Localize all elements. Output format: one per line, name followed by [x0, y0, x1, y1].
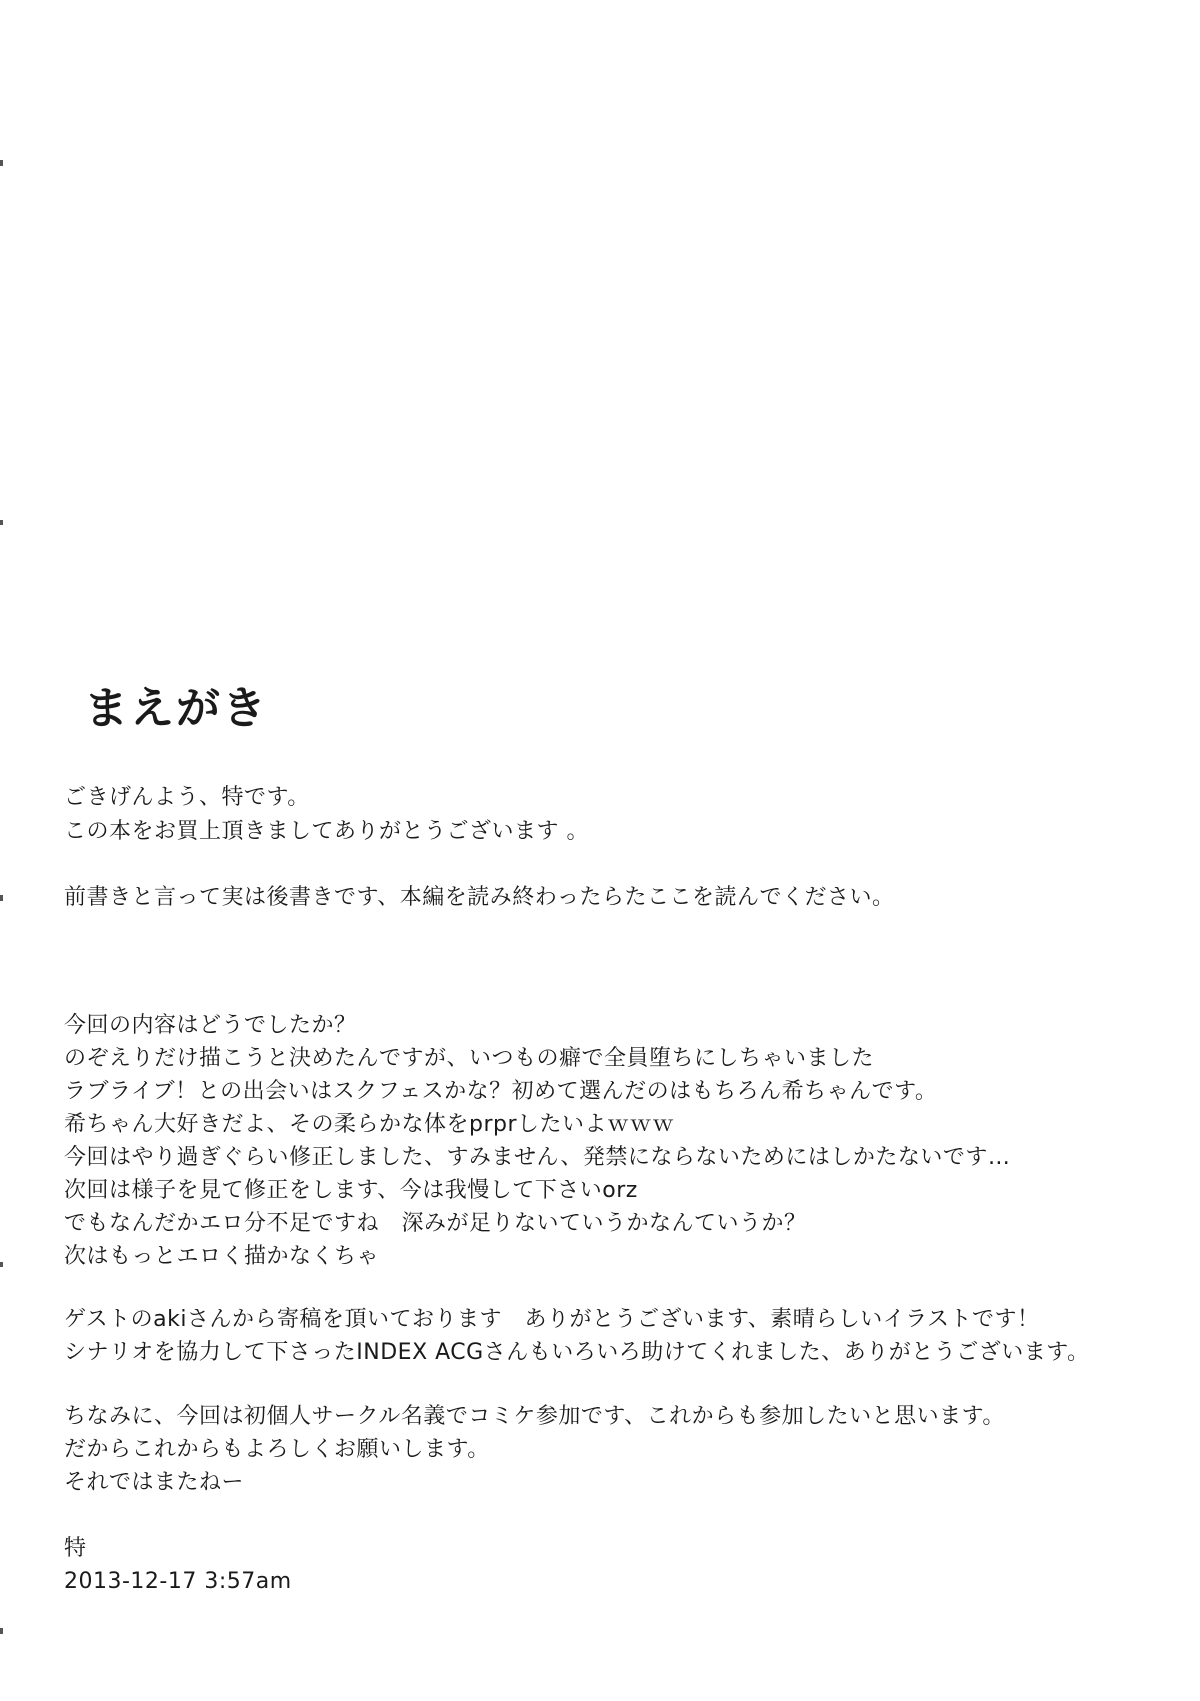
text-line: 次回は様子を見て修正をします、今は我慢して下さいorz — [64, 1178, 638, 1203]
text-line: のぞえりだけ描こうと決めたんですが、いつもの癖で全員堕ちにしちゃいました — [64, 1046, 875, 1071]
signature-date: 2013-12-17 3:57am — [64, 1569, 292, 1594]
text-line: ちなみに、今回は初個人サークル名義でコミケ参加です、これからも参加したいと思います。 — [64, 1404, 1005, 1429]
text-line: シナリオを協力して下さったINDEX ACGさんもいろいろ助けてくれました、ありがとうございます。 — [64, 1340, 1090, 1365]
text-line: だからこれからもよろしくお願いします。 — [64, 1437, 490, 1462]
text-line: 今回はやり過ぎぐらい修正しました、すみません、発禁にならないためにはしかたないです… — [64, 1145, 1011, 1170]
text-line: ラブライブ！との出会いはスクフェスかな？初めて選んだのはもちろん希ちゃんです。 — [64, 1079, 938, 1104]
text-line: この本をお買上頂きましてありがとうございます 。 — [64, 819, 589, 844]
text-line: ゲストのakiさんから寄稿を頂いております ありがとうございます、素晴らしいイラストです！ — [64, 1307, 1040, 1332]
scan-edge-mark — [0, 160, 3, 166]
scan-edge-mark — [0, 895, 3, 901]
text-line: 希ちゃん大好きだよ、その柔らかな体をprprしたいよｗｗｗ — [64, 1112, 675, 1137]
text-line: でもなんだかエロ分不足ですね 深みが足りないていうかなんていうか？ — [64, 1211, 807, 1236]
signature-author: 特 — [64, 1536, 87, 1561]
scan-edge-mark — [0, 1628, 3, 1634]
scan-edge-mark — [0, 1262, 3, 1267]
text-line: 今回の内容はどうでしたか？ — [64, 1013, 357, 1038]
page-heading: まえがき — [84, 683, 268, 734]
text-line: 次はもっとエロく描かなくちゃ — [64, 1244, 380, 1269]
scan-edge-mark — [0, 520, 3, 525]
text-line: それではまたねー — [64, 1470, 245, 1495]
text-line: ごきげんよう、特です。 — [64, 785, 310, 810]
text-line: 前書きと言って実は後書きです、本編を読み終わったらたここを読んでください。 — [64, 885, 895, 910]
